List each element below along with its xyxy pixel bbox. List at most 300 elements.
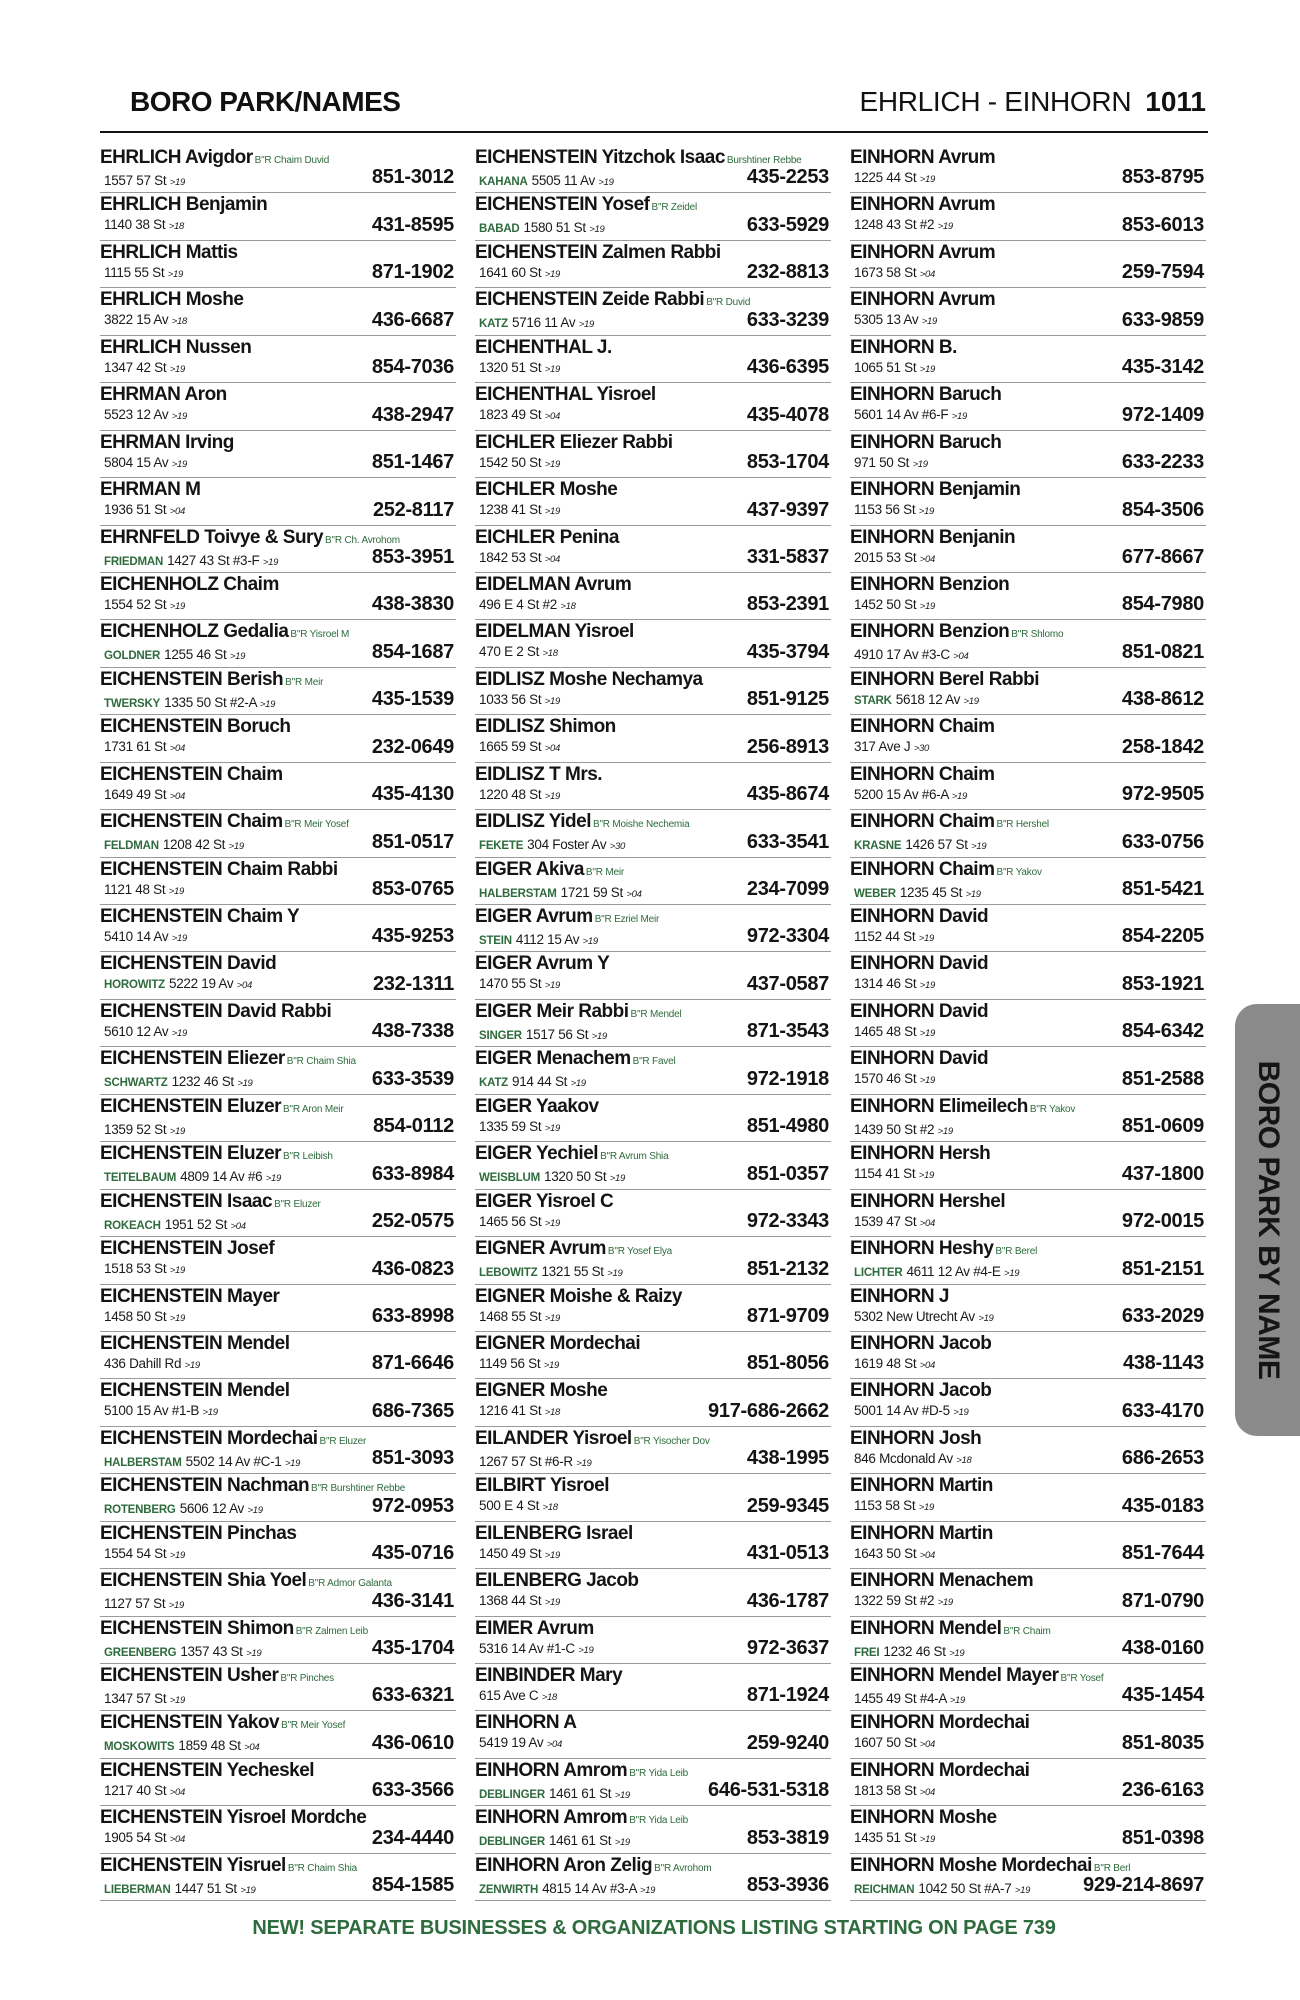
listing-patronymic: B"R Eluzer bbox=[274, 1198, 321, 1210]
listing-address-line bbox=[100, 646, 364, 666]
listing-address: 3822 15 Av bbox=[104, 312, 169, 328]
listing-zip: >19 bbox=[921, 316, 937, 328]
listing-zip: >19 bbox=[614, 1789, 630, 1801]
listing-name: EINHORN Baruch bbox=[850, 384, 1002, 406]
listing-entry bbox=[850, 1569, 1206, 1616]
listing-patronymic: B"R Zalmen Leib bbox=[295, 1625, 368, 1637]
listing-phone[interactable]: 853-2391 bbox=[746, 593, 829, 616]
listing-entry bbox=[475, 810, 831, 857]
listing-phone[interactable]: 972-0953 bbox=[371, 1494, 454, 1517]
listing-phone[interactable]: 853-1704 bbox=[746, 451, 829, 474]
listing-phone[interactable]: 633-2233 bbox=[1121, 451, 1204, 474]
listing-phone[interactable]: 854-6342 bbox=[1121, 1020, 1204, 1043]
listing-address: 5606 12 Av bbox=[179, 1501, 245, 1517]
listing-phone[interactable]: 853-8795 bbox=[1121, 166, 1204, 189]
section-title: BORO PARK/NAMES bbox=[130, 86, 401, 117]
listing-address-line bbox=[100, 975, 364, 995]
listing-entry bbox=[100, 1190, 456, 1237]
listing-name: EINHORN B. bbox=[850, 336, 957, 358]
listing-phone[interactable]: 435-8674 bbox=[746, 783, 829, 806]
listing-zip: >04 bbox=[544, 411, 560, 423]
listing-zip: >19 bbox=[919, 1834, 935, 1846]
listing-address: 4611 12 Av #4-E bbox=[906, 1264, 1001, 1280]
header-rule bbox=[100, 131, 1208, 133]
listing-phone[interactable]: 851-0517 bbox=[371, 830, 454, 853]
listing-phone[interactable]: 435-1539 bbox=[371, 688, 454, 711]
listing-phone[interactable]: 633-0756 bbox=[1121, 830, 1204, 853]
listing-address-line bbox=[850, 1070, 1114, 1090]
listing-address-line bbox=[850, 928, 1114, 948]
listing-zip: >18 bbox=[168, 221, 184, 233]
listing-phone[interactable]: 853-1921 bbox=[1121, 972, 1204, 995]
listing-address-line bbox=[475, 1785, 739, 1805]
listing-phone[interactable]: 259-7594 bbox=[1121, 261, 1204, 284]
listing-phone[interactable]: 633-3566 bbox=[371, 1779, 454, 1802]
listing-address-line bbox=[850, 1355, 1114, 1375]
listing-family-name: LICHTER bbox=[854, 1267, 903, 1280]
listing-phone[interactable]: 633-9859 bbox=[1121, 308, 1204, 331]
listing-phone[interactable]: 232-0649 bbox=[371, 735, 454, 758]
listing-phone[interactable]: 854-7980 bbox=[1121, 593, 1204, 616]
listing-phone[interactable]: 438-3830 bbox=[371, 593, 454, 616]
listing-phone[interactable]: 851-0609 bbox=[1121, 1115, 1204, 1138]
listing-address-line bbox=[475, 219, 739, 239]
listing-phone[interactable]: 436-3141 bbox=[371, 1589, 454, 1612]
listing-name: EICHENSTEIN Chaim bbox=[100, 763, 283, 785]
listing-zip: >19 bbox=[184, 1359, 200, 1371]
listing-zip: >19 bbox=[919, 600, 935, 612]
listing-address: 1452 50 St bbox=[854, 596, 917, 612]
listing-phone[interactable]: 633-3239 bbox=[746, 308, 829, 331]
listing-entry bbox=[475, 905, 831, 952]
listing-name: EIDLISZ T Mrs. bbox=[475, 763, 603, 785]
listing-address: 1208 42 St bbox=[162, 837, 226, 853]
listing-phone[interactable]: 851-2588 bbox=[1121, 1067, 1204, 1090]
listing-phone[interactable]: 256-8913 bbox=[746, 735, 829, 758]
listing-zip: >18 bbox=[171, 316, 187, 328]
listing-phone[interactable]: 871-6646 bbox=[371, 1352, 454, 1375]
listing-phone[interactable]: 236-6163 bbox=[1121, 1779, 1204, 1802]
listing-address-line bbox=[100, 359, 364, 379]
listing-zip: >19 bbox=[937, 1125, 953, 1137]
listing-phone[interactable]: 633-6321 bbox=[371, 1684, 454, 1707]
listing-phone[interactable]: 851-4980 bbox=[746, 1115, 829, 1138]
listing-phone[interactable]: 972-3637 bbox=[746, 1637, 829, 1659]
listing-entry bbox=[100, 1854, 456, 1901]
listing-address-line bbox=[100, 1643, 364, 1663]
listing-phone[interactable]: 854-1585 bbox=[371, 1874, 454, 1897]
listing-phone[interactable]: 853-0765 bbox=[371, 878, 454, 900]
listing-name: EHRLICH Nussen bbox=[100, 336, 252, 358]
listing-phone[interactable]: 436-6687 bbox=[371, 308, 454, 331]
listing-name: EINHORN Josh bbox=[850, 1427, 982, 1449]
listing-phone[interactable]: 686-7365 bbox=[371, 1399, 454, 1422]
listing-entry bbox=[475, 715, 831, 762]
listing-name: EIGNER Mordechai bbox=[475, 1332, 641, 1354]
listing-entry bbox=[100, 1285, 456, 1332]
listing-zip: >19 bbox=[949, 1695, 965, 1706]
listing-zip: >19 bbox=[247, 1505, 263, 1517]
listing-phone[interactable]: 234-4440 bbox=[371, 1826, 454, 1849]
listing-family-name: LEBOWITZ bbox=[479, 1267, 538, 1280]
listing-phone[interactable]: 436-1787 bbox=[746, 1589, 829, 1612]
listing-name: EINHORN Martin bbox=[850, 1522, 993, 1544]
listing-entry bbox=[100, 478, 456, 525]
listing-phone[interactable]: 851-8056 bbox=[746, 1352, 829, 1375]
listing-address: 5200 15 Av #6-A bbox=[854, 786, 949, 802]
listing-address-line bbox=[475, 549, 739, 569]
listing-entry bbox=[850, 715, 1206, 762]
listing-entry bbox=[850, 810, 1206, 857]
listing-address: 1347 57 St bbox=[104, 1691, 167, 1706]
listing-phone[interactable]: 232-8813 bbox=[746, 261, 829, 284]
listing-zip: >19 bbox=[576, 1457, 592, 1469]
listing-phone[interactable]: 851-0357 bbox=[746, 1162, 829, 1185]
listing-phone[interactable]: 436-6395 bbox=[746, 356, 829, 379]
listing-phone[interactable]: 854-0112 bbox=[372, 1115, 454, 1138]
listing-patronymic: Burshtiner Rebbe bbox=[726, 155, 802, 166]
listing-phone[interactable]: 917-686-2662 bbox=[708, 1399, 829, 1422]
listing-phone[interactable]: 633-8984 bbox=[371, 1162, 454, 1185]
listing-entry bbox=[100, 1617, 456, 1664]
listing-phone[interactable]: 871-9709 bbox=[746, 1304, 829, 1327]
listing-address: 1455 49 St #4-A bbox=[854, 1691, 947, 1706]
listing-phone[interactable]: 633-5929 bbox=[746, 213, 829, 236]
listing-address-line bbox=[850, 1545, 1114, 1565]
listing-patronymic: B"R Burshtiner Rebbe bbox=[311, 1483, 406, 1495]
listing-entry bbox=[850, 620, 1206, 667]
listing-phone[interactable]: 677-8667 bbox=[1121, 545, 1204, 568]
listing-entry bbox=[850, 1522, 1206, 1569]
listing-phone[interactable]: 851-3093 bbox=[371, 1447, 454, 1470]
listing-zip: >19 bbox=[570, 1078, 586, 1090]
listing-address: 1607 50 St bbox=[854, 1735, 917, 1751]
listing-name: EINHORN Chaim bbox=[850, 858, 995, 880]
listing-phone[interactable]: 972-3304 bbox=[746, 925, 829, 948]
listing-zip: >04 bbox=[169, 506, 185, 518]
listing-name: EICHENSTEIN Yisroel Mordche bbox=[100, 1807, 367, 1829]
listing-phone[interactable]: 972-3343 bbox=[746, 1210, 829, 1233]
listing-phone[interactable]: 438-1143 bbox=[1122, 1352, 1204, 1375]
listing-name: EICHENSTEIN Zeide Rabbi bbox=[475, 289, 705, 311]
listing-phone[interactable]: 431-8595 bbox=[371, 213, 454, 236]
listing-phone[interactable]: 851-9125 bbox=[746, 688, 829, 711]
listing-zip: >04 bbox=[244, 1742, 260, 1754]
listing-phone[interactable]: 972-1918 bbox=[746, 1067, 829, 1090]
listing-name: EICHENSTEIN Josef bbox=[100, 1238, 275, 1260]
listing-address-line bbox=[475, 1118, 739, 1138]
listing-entry bbox=[475, 193, 831, 240]
listing-phone[interactable]: 435-4130 bbox=[371, 783, 454, 806]
listing-address-line bbox=[100, 1355, 364, 1375]
listing-phone[interactable]: 437-1800 bbox=[1121, 1162, 1204, 1185]
listing-address-line bbox=[475, 1545, 739, 1565]
listing-entry bbox=[850, 573, 1206, 620]
listing-phone[interactable]: 871-0790 bbox=[1121, 1589, 1204, 1612]
listing-zip: >30 bbox=[913, 743, 930, 755]
listing-phone[interactable]: 972-0015 bbox=[1121, 1210, 1204, 1233]
listing-phone[interactable]: 435-3794 bbox=[746, 640, 829, 663]
listing-address: 1149 56 St bbox=[479, 1355, 541, 1371]
listing-phone[interactable]: 633-2029 bbox=[1121, 1304, 1204, 1327]
listing-phone[interactable]: 972-9505 bbox=[1121, 783, 1204, 806]
listing-name: EINHORN Hersh bbox=[850, 1143, 991, 1165]
listing-phone[interactable]: 232-1311 bbox=[372, 972, 454, 995]
listing-phone[interactable]: 633-4170 bbox=[1121, 1399, 1204, 1422]
listing-entry bbox=[100, 952, 456, 999]
listing-zip: >19 bbox=[246, 1647, 262, 1659]
listing-phone[interactable]: 435-1704 bbox=[371, 1637, 454, 1659]
listing-name: EINHORN Mordechai bbox=[850, 1712, 1030, 1734]
listing-phone[interactable]: 234-7099 bbox=[746, 878, 829, 900]
listing-phone[interactable]: 929-214-8697 bbox=[1083, 1874, 1204, 1897]
listing-entry bbox=[475, 620, 831, 667]
listing-address-line bbox=[475, 454, 739, 474]
listing-entry bbox=[100, 1095, 456, 1142]
listing-phone[interactable]: 431-0513 bbox=[746, 1542, 829, 1565]
listing-phone[interactable]: 871-3543 bbox=[746, 1020, 829, 1043]
listing-phone[interactable]: 436-0610 bbox=[371, 1731, 454, 1754]
listing-address: 1542 50 St bbox=[479, 454, 542, 470]
listing-phone[interactable]: 633-3541 bbox=[746, 830, 829, 853]
listing-name: EICHENSTEIN Mayer bbox=[100, 1285, 280, 1307]
listing-zip: >19 bbox=[953, 1407, 969, 1419]
listing-address: 1461 61 St bbox=[548, 1785, 612, 1801]
listing-address: 2015 53 St bbox=[854, 549, 917, 565]
listing-phone[interactable]: 853-6013 bbox=[1121, 213, 1204, 236]
listing-patronymic: B"R Avrum Shia bbox=[600, 1151, 669, 1163]
listing-zip: >19 bbox=[544, 1122, 560, 1134]
listing-address: 1368 44 St bbox=[479, 1593, 542, 1609]
listing-phone[interactable]: 686-2653 bbox=[1121, 1447, 1204, 1470]
listing-phone[interactable]: 435-9253 bbox=[371, 925, 454, 948]
listing-zip: >19 bbox=[543, 1359, 559, 1371]
listing-phone[interactable]: 438-2947 bbox=[371, 403, 454, 426]
listing-name: EIGER Avrum bbox=[475, 906, 593, 927]
listing-name: EICHENSTEIN Shia Yoel bbox=[100, 1570, 307, 1592]
listing-address-line bbox=[100, 552, 364, 572]
listing-name: EICHENSTEIN Zalmen Rabbi bbox=[475, 241, 721, 263]
listing-name: EINHORN Menachem bbox=[850, 1570, 1034, 1592]
listing-address-line bbox=[100, 1121, 364, 1141]
listing-phone[interactable]: 436-0823 bbox=[371, 1257, 454, 1280]
listing-address: 1554 54 St bbox=[104, 1545, 167, 1561]
listing-phone[interactable]: 854-7036 bbox=[371, 356, 454, 379]
listing-zip: >19 bbox=[912, 458, 928, 470]
listing-patronymic: B"R Berl bbox=[1093, 1862, 1131, 1874]
listing-entry bbox=[850, 1474, 1206, 1521]
listing-phone[interactable]: 435-4078 bbox=[746, 403, 829, 426]
listing-name: EINHORN Benzion bbox=[850, 573, 1010, 595]
listing-address: 1153 58 St bbox=[854, 1498, 916, 1514]
listing-phone[interactable]: 438-7338 bbox=[371, 1020, 454, 1043]
listing-address: 1225 44 St bbox=[854, 170, 917, 185]
listing-address-line bbox=[475, 359, 739, 379]
listing-address: 1042 50 St #A-7 bbox=[918, 1880, 1012, 1896]
listing-phone[interactable]: 851-0398 bbox=[1121, 1826, 1204, 1849]
listing-zip: >19 bbox=[168, 885, 184, 897]
listing-address: 1115 55 St bbox=[104, 264, 165, 280]
listing-name: EICHENSTEIN Eluzer bbox=[100, 1143, 282, 1165]
listing-address: 4815 14 Av #3-A bbox=[542, 1880, 637, 1896]
listing-phone[interactable]: 851-5421 bbox=[1121, 878, 1204, 900]
listing-phone[interactable]: 851-1467 bbox=[371, 451, 454, 474]
listing-name: EHRMAN M bbox=[100, 479, 201, 501]
listing-entry bbox=[850, 858, 1206, 905]
listing-patronymic: B"R Chaim bbox=[1003, 1625, 1051, 1637]
listing-address: 496 E 4 St #2 bbox=[479, 596, 557, 612]
listing-phone[interactable]: 435-1454 bbox=[1121, 1684, 1204, 1707]
listing-phone[interactable]: 437-9397 bbox=[746, 498, 829, 521]
listing-family-name: FRIEDMAN bbox=[104, 555, 164, 568]
listing-address-line bbox=[100, 1545, 364, 1565]
listing-phone[interactable]: 851-2151 bbox=[1121, 1257, 1204, 1280]
listing-entry bbox=[100, 146, 456, 193]
listing-phone[interactable]: 258-1842 bbox=[1121, 735, 1204, 758]
listing-address: 500 E 4 St bbox=[479, 1498, 540, 1514]
listing-name: EHRMAN Irving bbox=[100, 431, 234, 453]
listing-family-name: HALBERSTAM bbox=[479, 887, 557, 900]
listing-family-name: GREENBERG bbox=[104, 1646, 177, 1659]
listing-patronymic: B"R Yakov bbox=[996, 866, 1042, 878]
listing-phone[interactable]: 435-3142 bbox=[1121, 356, 1204, 379]
listing-phone[interactable]: 633-8998 bbox=[371, 1304, 454, 1327]
listing-address-line bbox=[475, 1073, 739, 1093]
listing-address: 1320 50 St bbox=[544, 1169, 607, 1185]
listing-family-name: KATZ bbox=[479, 318, 509, 331]
listing-zip: >19 bbox=[171, 1027, 187, 1039]
listing-entry bbox=[475, 1569, 831, 1616]
listing-entry bbox=[850, 1142, 1206, 1189]
listing-entry bbox=[475, 146, 831, 193]
listing-name: EILENBERG Jacob bbox=[475, 1570, 639, 1592]
listing-phone[interactable]: 853-3936 bbox=[746, 1874, 829, 1897]
listing-phone[interactable]: 854-3506 bbox=[1121, 498, 1204, 521]
listing-phone[interactable]: 851-8035 bbox=[1121, 1731, 1204, 1754]
listing-phone[interactable]: 853-3951 bbox=[371, 545, 454, 568]
listing-phone[interactable]: 438-8612 bbox=[1121, 688, 1204, 711]
listing-address: 1152 44 St bbox=[854, 929, 916, 944]
listing-address: 1905 54 St bbox=[104, 1830, 167, 1846]
listing-phone[interactable]: 871-1902 bbox=[371, 261, 454, 284]
listing-phone[interactable]: 871-1924 bbox=[746, 1684, 829, 1707]
listing-address-line bbox=[850, 1023, 1114, 1043]
listing-zip: >19 bbox=[169, 600, 185, 612]
listing-address-line bbox=[850, 596, 1114, 616]
listing-entry bbox=[475, 431, 831, 478]
listing-entry bbox=[475, 1190, 831, 1237]
listing-address-line bbox=[475, 1308, 739, 1328]
listing-family-name: KATZ bbox=[479, 1077, 509, 1090]
listing-name: EINHORN Benjanin bbox=[850, 526, 1016, 548]
listing-entry bbox=[475, 573, 831, 620]
listing-address: 1731 61 St bbox=[104, 739, 167, 755]
listing-phone[interactable]: 259-9345 bbox=[746, 1494, 829, 1517]
listing-address-line bbox=[850, 646, 1114, 666]
listing-entry bbox=[850, 905, 1206, 952]
column-2 bbox=[475, 146, 831, 1901]
listing-phone[interactable]: 435-0183 bbox=[1121, 1494, 1204, 1517]
listing-entry bbox=[850, 1854, 1206, 1901]
listing-zip: >19 bbox=[919, 980, 935, 992]
listing-patronymic: B"R Meir bbox=[585, 866, 624, 878]
listing-phone[interactable]: 854-2205 bbox=[1121, 925, 1204, 948]
listing-zip: >19 bbox=[544, 1597, 560, 1609]
listing-address-line bbox=[475, 1592, 739, 1612]
listing-phone[interactable]: 972-1409 bbox=[1121, 403, 1204, 426]
listing-phone[interactable]: 646-531-5318 bbox=[708, 1779, 829, 1802]
listing-phone[interactable]: 851-2132 bbox=[746, 1257, 829, 1280]
listing-address: 1217 40 St bbox=[104, 1782, 167, 1798]
listing-name: EICHENSTEIN Yecheskel bbox=[100, 1759, 315, 1781]
listing-zip: >04 bbox=[919, 1549, 935, 1561]
listing-address-line bbox=[850, 1880, 1114, 1900]
listing-patronymic: B"R Hershel bbox=[996, 819, 1049, 831]
listing-patronymic: B"R Mendel bbox=[630, 1008, 682, 1020]
listing-entry bbox=[850, 1617, 1206, 1664]
listing-phone[interactable]: 252-0575 bbox=[371, 1210, 454, 1233]
listing-phone[interactable]: 437-0587 bbox=[746, 972, 829, 995]
listing-patronymic: B"R Ch. Avrohom bbox=[325, 534, 400, 546]
listing-phone[interactable]: 853-3819 bbox=[746, 1826, 829, 1849]
listing-zip: >04 bbox=[169, 1786, 185, 1798]
listing-phone[interactable]: 435-0716 bbox=[371, 1542, 454, 1565]
listing-name: EILANDER Yisroel bbox=[475, 1427, 632, 1449]
listing-phone[interactable]: 438-0160 bbox=[1121, 1637, 1204, 1659]
listing-phone[interactable]: 435-2253 bbox=[746, 166, 829, 189]
side-tab[interactable] bbox=[1235, 1004, 1300, 1436]
listing-address: 1554 52 St bbox=[104, 596, 167, 612]
listing-family-name: GOLDNER bbox=[104, 650, 161, 663]
listing-address-line bbox=[850, 1734, 1114, 1754]
listing-phone[interactable]: 331-5837 bbox=[746, 545, 829, 568]
listing-address: 1216 41 St bbox=[479, 1403, 542, 1419]
listing-phone[interactable]: 259-9240 bbox=[746, 1731, 829, 1754]
listing-zip: >19 bbox=[918, 1170, 934, 1182]
listing-entry bbox=[100, 668, 456, 715]
listing-address-line bbox=[100, 311, 364, 331]
listing-address-line bbox=[100, 216, 364, 236]
listing-address: 1235 45 St bbox=[899, 884, 963, 900]
listing-address-line bbox=[850, 1450, 1114, 1470]
listing-phone[interactable]: 854-1687 bbox=[371, 640, 454, 663]
listing-entry bbox=[100, 336, 456, 383]
listing-name: EIGER Avrum Y bbox=[475, 953, 610, 975]
listing-phone[interactable]: 851-0821 bbox=[1121, 640, 1204, 663]
listing-entry bbox=[100, 573, 456, 620]
listing-phone[interactable]: 633-3539 bbox=[371, 1067, 454, 1090]
listing-phone[interactable]: 851-7644 bbox=[1121, 1542, 1204, 1565]
listing-name: EINHORN David bbox=[850, 1000, 989, 1022]
listing-entry bbox=[850, 1000, 1206, 1047]
listing-phone[interactable]: 851-3012 bbox=[371, 166, 454, 189]
listing-entry bbox=[100, 1332, 456, 1379]
listing-entry bbox=[100, 1379, 456, 1426]
listing-address: 5305 13 Av bbox=[854, 312, 919, 328]
footer-notice: NEW! SEPARATE BUSINESSES & ORGANIZATIONS LISTING STARTING ON PAGE 739 bbox=[252, 1917, 1056, 1939]
listing-name: EIGER Yisroel C bbox=[475, 1190, 614, 1212]
listing-zip: >04 bbox=[169, 790, 185, 802]
listing-entry bbox=[475, 1854, 831, 1901]
listing-entry bbox=[475, 1664, 831, 1711]
listing-phone[interactable]: 438-1995 bbox=[746, 1447, 829, 1470]
listing-phone[interactable]: 252-8117 bbox=[372, 498, 454, 521]
listing-name: EIGER Meir Rabbi bbox=[475, 1000, 629, 1022]
listing-family-name: REICHMAN bbox=[854, 1883, 915, 1896]
listing-zip: >19 bbox=[544, 1217, 560, 1229]
listing-address-line bbox=[100, 1073, 364, 1093]
listing-address: 1619 48 St bbox=[854, 1355, 917, 1371]
